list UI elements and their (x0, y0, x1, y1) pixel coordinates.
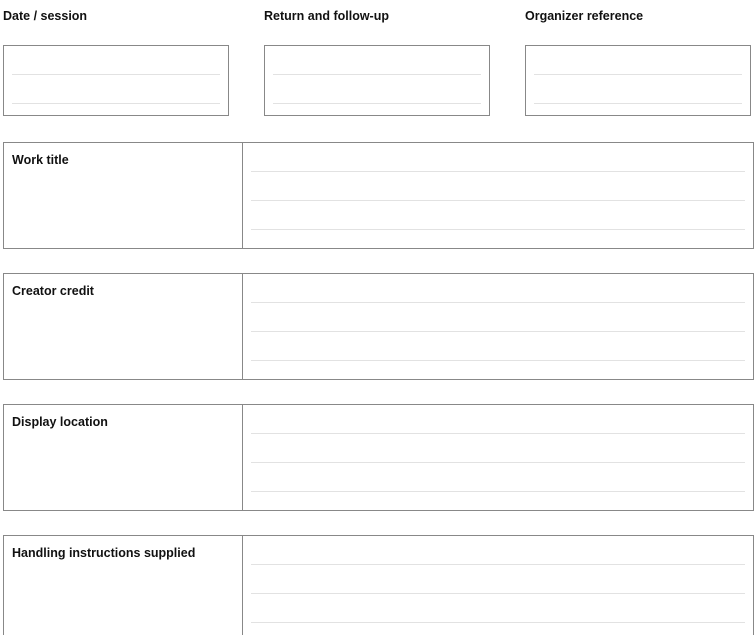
writing-line (534, 103, 742, 104)
organizer-reference-field[interactable] (525, 45, 751, 116)
creator-credit-label: Creator credit (4, 274, 243, 379)
work-title-field[interactable] (243, 143, 753, 248)
writing-line (251, 462, 745, 463)
writing-line (273, 74, 481, 75)
writing-line (251, 360, 745, 361)
writing-line (251, 491, 745, 492)
writing-line (251, 229, 745, 230)
handling-instructions-row (3, 535, 754, 635)
organizer-reference-label: Organizer reference (525, 9, 644, 23)
writing-line (251, 593, 745, 594)
writing-line (251, 331, 745, 332)
display-location-row (3, 404, 754, 511)
writing-line (12, 103, 220, 104)
handling-instructions-label: Handling instructions supplied (4, 536, 243, 635)
writing-line (251, 622, 745, 623)
display-location-field[interactable] (243, 405, 753, 510)
writing-line (251, 200, 745, 201)
return-follow-up-label: Return and follow-up (264, 9, 389, 23)
writing-line (251, 564, 745, 565)
date-session-field[interactable] (3, 45, 229, 116)
creator-credit-row (3, 273, 754, 380)
work-title-label: Work title (4, 143, 243, 248)
creator-credit-field[interactable] (243, 274, 753, 379)
display-location-label: Display location (4, 405, 243, 510)
writing-line (251, 171, 745, 172)
writing-line (273, 103, 481, 104)
handling-instructions-field[interactable] (243, 536, 753, 635)
writing-line (251, 302, 745, 303)
writing-line (534, 74, 742, 75)
date-session-label: Date / session (3, 9, 88, 23)
work-title-row (3, 142, 754, 249)
return-follow-up-field[interactable] (264, 45, 490, 116)
writing-line (12, 74, 220, 75)
writing-line (251, 433, 745, 434)
